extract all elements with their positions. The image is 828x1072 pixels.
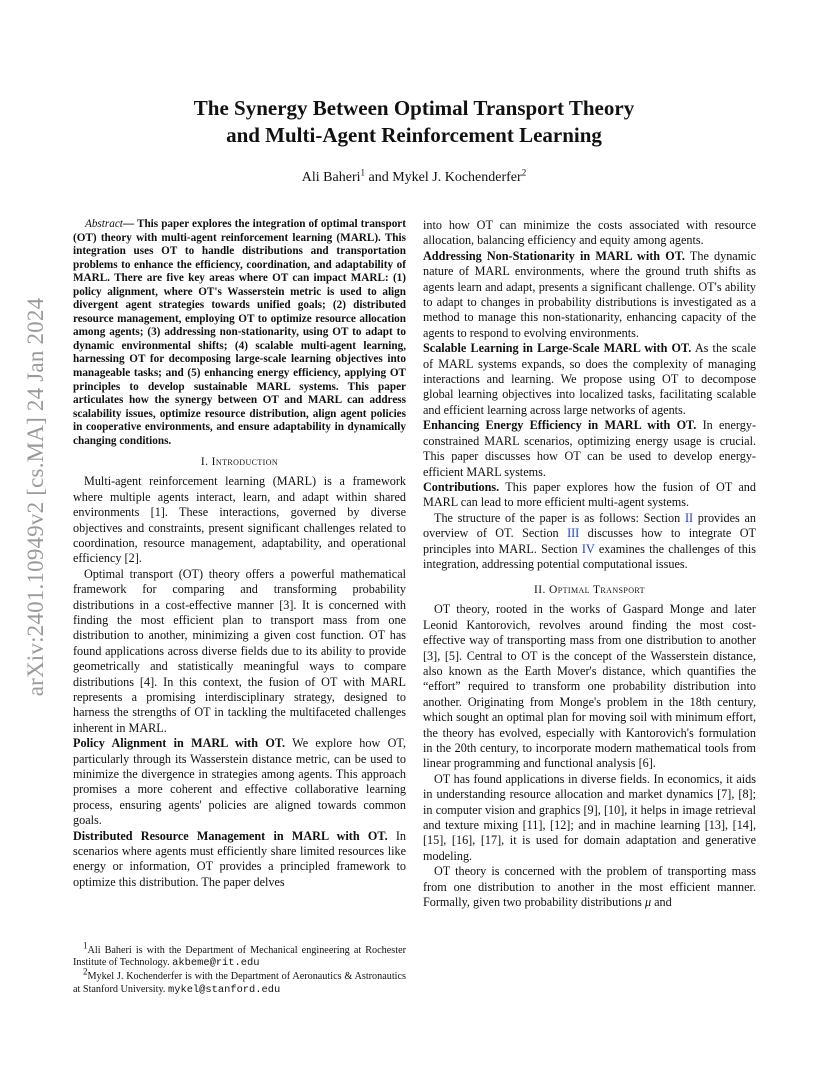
mu-symbol: μ [644,895,652,910]
abstract-dash: — [122,218,137,230]
structure-text-a: The structure of the paper is as follows: Section [434,510,685,525]
ot-paragraph-3 [423,864,756,910]
abstract-text: This paper explores the integration of optimal transport (OT) theory with multi-agent reinforcement learning (MARL). This integration uses OT to handle distributions and transportation problems to enhance the efficiency, coordination, and adaptability of MARL. There are five key areas where OT can impact MARL: (1) policy alignment, where OT's Wasserstein metric is used to align divergent agent strategies towards unified goals; (2) distributed resource management, employing OT to optimize resource allocation among agents; (3) addressing non-stationarity, using OT to adapt to dynamic environmental shifts; (4) scalable multi-agent learning, harnessing OT for decomposing large-scale learning objectives into manageable tasks; and (5) enhancing energy efficiency, applying OT principles to develop sustainable MARL systems. This paper articulates how the synergy between OT and MARL can address scalability issues, optimize resource distribution, align agent policies in cooperative environments, and ensure adaptability in dynamically changing conditions. [73,218,406,447]
title-line-1: The Synergy Between Optimal Transport Theory [193,96,635,120]
abstract-label: Abstract [85,218,123,230]
section-2-heading: II. Optimal Transport [534,584,645,597]
intro-paragraph-1: Multi-agent reinforcement learning (MARL) is a framework where multiple agents interact, learn, and adapt within shared environments [1]. These interactions, governed by diverse objectives and constraints, present significant challenges related to coordination, resource management, adaptability, and operational efficiency [2]. [73,474,406,566]
contributions-text: This paper explores how the fusion of OT and MARL can lead to more efficient multi-agent systems. [423,479,756,510]
scalable-learning-paragraph [423,341,756,418]
footnote-1-marker: 1 [83,940,88,951]
footnote-2-email[interactable]: mykel@stanford.edu [167,983,281,996]
author-2-affil: 2 [521,167,527,178]
section-2-link[interactable]: II [684,510,694,525]
footnote-2-marker: 2 [83,967,88,978]
structure-text-c: discusses how to integrate OT principles into MARL. Section [423,526,756,556]
non-stationarity-lead: Addressing Non-Stationarity in MARL with OT. [423,248,685,263]
policy-alignment-paragraph [73,736,406,828]
resource-management-continued: into how OT can minimize the costs associated with resource allocation, balancing efficiency and equity among agents. [423,218,756,248]
non-stationarity-text: The dynamic nature of MARL environments, where the ground truth shifts as agents learn and adapt, presents a significant challenge. OT's ability to adapt to changes in probability distributions is investigated as a method to manage this non-stationarity, enhancing capacity of the agents to respond to evolving environments. [423,248,756,340]
energy-efficiency-lead: Enhancing Energy Efficiency in MARL with OT. [423,418,697,433]
policy-alignment-lead: Policy Alignment in MARL with OT. [73,736,286,751]
structure-text-d: examines the challenges of this integration, addressing potential computational issues. [423,541,756,571]
author-line [0,167,828,186]
author-1-affil: 1 [360,167,366,178]
resource-management-paragraph [73,829,406,891]
author-conjunction: and [368,170,389,185]
non-stationarity-paragraph [423,249,756,341]
ot-paragraph-1: OT theory, rooted in the works of Gaspard Monge and later Leonid Kantorovich, revolves around finding the most cost-effective way of transporting mass from one distribution to another [3], [5]. Central to OT is the concept of the Wasserstein distance, also known as the Earth Mover's distance, which quantifies the “effort” required to transform one probability distribution into another. Originating from Monge's problem in the 18th century, which sought an optimal plan for moving soil with minimum effort, the theory has evolved, especially with Kantorovich's formulation in the 20th century, to incorporate modern mathematical tools from linear programming and functional analysis [6]. [423,602,756,771]
title-line-2: and Multi-Agent Reinforcement Learning [226,123,602,147]
scalable-learning-lead: Scalable Learning in Large-Scale MARL with OT. [423,341,692,356]
ot-paragraph-2: OT has found applications in diverse fields. In economics, it aids in understanding resource allocation and market dynamics [7], [8]; in computer vision and graphics [9], [10], it helps in image retrieval and texture mixing [11], [12]; and in machine learning [13], [14], [15], [16], [17], it is used for domain adaptation and generative modeling. [423,771,756,863]
section-4-link[interactable]: IV [581,541,595,556]
structure-paragraph [423,511,756,573]
author-1: Ali Baheri [301,170,361,185]
footnotes [73,940,406,998]
contributions-paragraph [423,480,756,511]
resource-management-lead: Distributed Resource Management in MARL with OT. [73,828,388,843]
energy-efficiency-paragraph [423,418,756,480]
structure-text-b: provides an overview of OT. Section [423,510,756,541]
section-1-heading: I. Introduction [200,456,279,469]
resource-management-text-start: In scenarios where agents must efficiently share limited resources like energy or information, OT provides a principled framework to optimize this distribution. The paper delves [73,828,406,889]
scalable-learning-text: As the scale of MARL systems expands, so does the complexity of managing interactions and learning. We propose using OT to decompose global learning objectives into localized tasks, facilitating scalable and efficient learning across large networks of agents. [423,341,756,417]
intro-paragraph-2: Optimal transport (OT) theory offers a powerful mathematical framework for comparing and transforming probability distributions in a cost-effective manner [3]. It is concerned with finding the most efficient plan to transport mass from one distribution to another, minimizing a given cost function. OT has found applications across diverse fields due to its ability to provide geometrically and statistically meaningful ways to compare distributions [4]. In this context, the fusion of OT with MARL represents a promising interdisciplinary strategy, designed to harness the strengths of OT in tackling the multifaceted challenges inherent in MARL. [73,566,406,735]
arxiv-identifier: arXiv:2401.10949v2 [cs.MA] 24 Jan 2024 [23,297,48,697]
right-column [423,218,756,910]
left-column [73,218,406,890]
author-2: Mykel J. Kochenderfer [392,170,522,185]
footnote-2 [73,967,406,996]
footnote-1-text: Ali Baheri is with the Department of Mechanical engineering at Rochester Institute of Technology. [73,945,406,969]
ot-paragraph-3-text: OT theory is concerned with the problem of transporting mass from one distribution to another in the most efficient manner. Formally, given two probability distributions [423,864,756,910]
section-3-link[interactable]: III [567,526,580,541]
footnote-1 [73,940,406,970]
abstract [73,218,406,448]
footnote-1-email[interactable]: akbeme@rit.edu [172,957,260,970]
ot-paragraph-3-end: and [651,895,672,910]
contributions-lead: Contributions. [423,479,500,494]
arxiv-watermark [16,258,56,736]
paper-title [0,95,828,149]
policy-alignment-text: We explore how OT, particularly through its Wasserstein distance metric, can be used to minimize the divergence in strategies among agents. This approach promises a more coherent and effective collaborative learning process, ensuring agents' policies are aligned towards common goals. [73,736,406,828]
footnote-2-text: Mykel J. Kochenderfer is with the Department of Aeronautics & Astronautics at Stanford University. [73,971,406,995]
energy-efficiency-text: In energy-constrained MARL scenarios, optimizing energy usage is crucial. This paper discusses how OT can be used to develop energy-efficient MARL systems. [423,418,756,479]
